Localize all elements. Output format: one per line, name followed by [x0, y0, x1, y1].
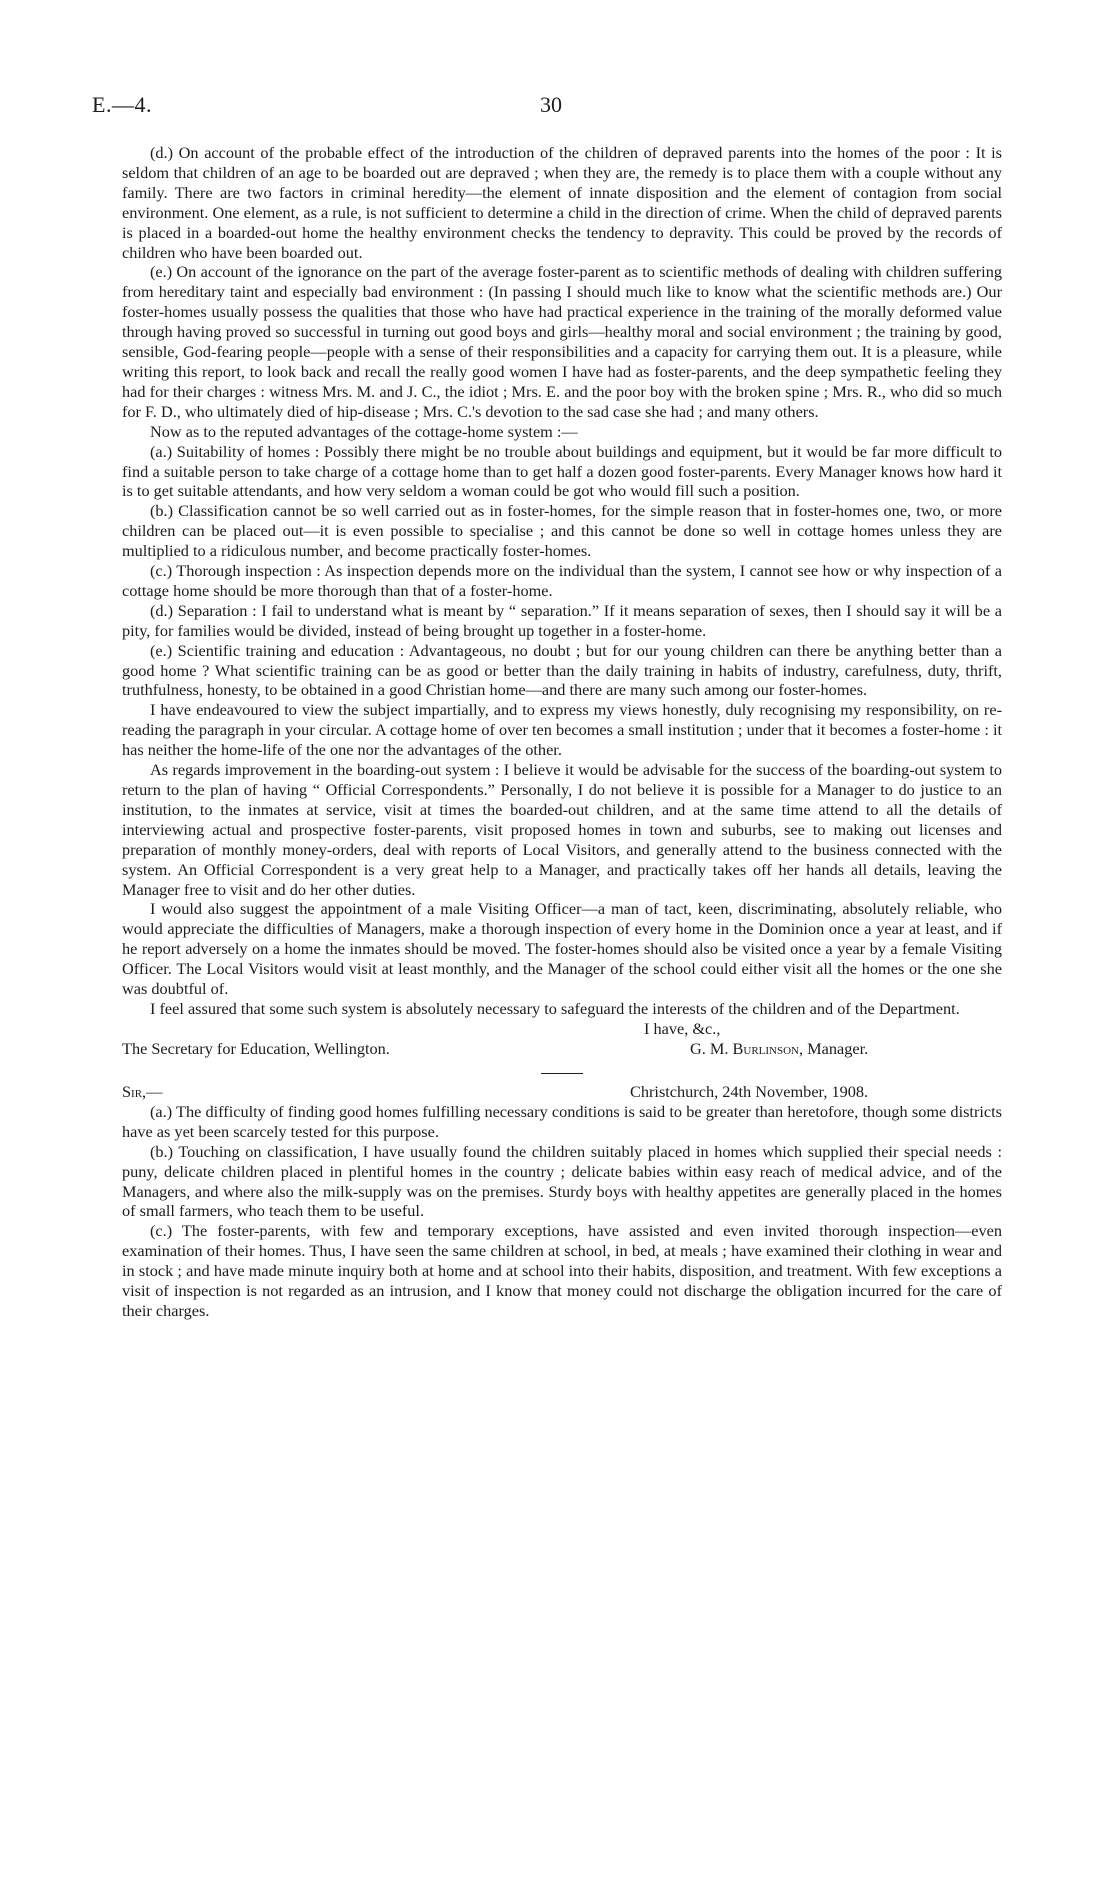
- paragraph: (a.) The difficulty of finding good homes fulfilling necessary conditions is said to be greater than heretofore, though some districts have as yet been scarcely tested for this purpose.: [122, 1101, 1002, 1141]
- signatory: [690, 1039, 868, 1059]
- place-date: Christchurch, 24th November, 1908.: [630, 1081, 869, 1101]
- signatory-name: G. M. Burlinson: [690, 1038, 799, 1058]
- closing-line: [122, 1019, 1002, 1039]
- paragraph: (b.) Touching on classification, I have usually found the children suitably placed in homes which supplied their special needs : puny, delicate children placed in plentiful homes in the country ; delicate babies within easy reach of medical advice, and of the Managers, and where also the milk-supply was on the premises. Sturdy boys with healthy appetites are generally placed in the homes of small farmers, who teach them to be useful.: [122, 1141, 1002, 1221]
- paragraph: As regards improvement in the boarding-out system : I believe it would be advisable for the success of the boarding-out system to return to the plan of having “ Official Correspondents.” Personally, I do not believe it is possible for a Manager to do justice to an institution, to the inmates at service, visit at times the boarded-out children, and at the same time attend to all the details of interviewing actual and prospective foster-parents, visit proposed homes in town and suburbs, see to making out licenses and preparation of monthly money-orders, deal with reports of Local Visitors, and generally attend to the business connected with the system. An Official Correspondent is a very great help to a Manager, and practically takes off her hands all details, leaving the Manager free to visit and do her other duties.: [122, 760, 1002, 899]
- paragraph: (c.) The foster-parents, with few and temporary exceptions, have assisted and even invited thorough inspection—even examination of their homes. Thus, I have seen the same children at school, in bed, at meals ; have examined their clothing in wear and in stock ; and have made minute inquiry both at home and at school into their habits, disposition, and treatment. With few exceptions a visit of inspection is not regarded as an intrusion, and I know that money could not discharge the obligation incurred for the care of their charges.: [122, 1221, 1002, 1320]
- paragraph: I would also suggest the appointment of a male Visiting Officer—a man of tact, keen, discriminating, absolutely reliable, who would appreciate the difficulties of Managers, make a thorough inspection of every home in the Dominion once a year at least, and if he report adversely on a home the inmates should be moved. The foster-homes should also be visited once a year by a female Visiting Officer. The Local Visitors would visit at least monthly, and the Manager of the school could either visit all the homes or the one she was doubtful of.: [122, 899, 1002, 999]
- document-reference: E.—4.: [92, 92, 152, 117]
- paragraph: (e.) On account of the ignorance on the part of the average foster-parent as to scientific methods of dealing with children suffering from hereditary taint and especially bad environment : (In passing I should much like to know what the scientific methods are.) Our foster-homes usually possess the qualities that those who have had practical experience in the training of the morally deformed value through having proved so successful in turning out good boys and girls—healthy moral and social environment ; the training by good, sensible, God-fearing people—people with a sense of their responsibilities and a capacity for carrying them out. It is a pleasure, while writing this report, to look back and recall the really good women I have had as foster-parents, and the deep sympathetic feeling they had for their charges : witness Mrs. M. and J. C., the idiot ; Mrs. E. and the poor boy with the broken spine ; Mrs. R., who did so much for F. D., who ultimately died of hip-disease ; Mrs. C.'s devotion to the sad case she had ; and many others.: [122, 262, 1002, 421]
- paragraph: (e.) Scientific training and education : Advantageous, no doubt ; but for our young children can there be anything better than a good home ? What scientific training can be as good or better than the daily training in habits of industry, carefulness, duty, thrift, truthfulness, honesty, to be obtained in a good Christian home—and there are many such among our foster-homes.: [122, 640, 1002, 700]
- salutation: Sir,—: [122, 1081, 163, 1101]
- paragraph: (a.) Suitability of homes : Possibly there might be no trouble about buildings and equipment, but it would be far more difficult to find a suitable person to take charge of a cottage home than to get half a dozen good foster-parents. Every Manager knows how hard it is to get suitable attendants, and how very seldom a woman could be got who would fill such a position.: [122, 441, 1002, 501]
- page-header: [92, 92, 1022, 126]
- section-divider: [541, 1073, 583, 1074]
- paragraph: (d.) On account of the probable effect of the introduction of the children of depraved parents into the homes of the poor : It is seldom that children of an age to be boarded out are depraved ; when they are, the remedy is to place them with a couple without any family. There are two factors in criminal heredity—the element of innate disposition and the element of contagion from social environment. One element, as a rule, is not sufficient to determine a child in the direction of crime. When the child of depraved parents is placed in a boarded-out home the healthy environment checks the tendency to depravity. This could be proved by the records of children who have been boarded out.: [122, 143, 1002, 262]
- paragraph: Now as to the reputed advantages of the cottage-home system :—: [150, 421, 578, 441]
- paragraph: (b.) Classification cannot be so well carried out as in foster-homes, for the simple reason that in foster-homes one, two, or more children can be placed out—it is even possible to specialise ; and this cannot be done so well in cottage homes unless they are multiplied to a ridiculous number, and become practically foster-homes.: [122, 501, 1002, 561]
- paragraph: I feel assured that some such system is absolutely necessary to safeguard the interests of the children and of the Department.: [150, 998, 960, 1018]
- paragraph: I have endeavoured to view the subject impartially, and to express my views honestly, duly recognising my responsibility, on re-reading the paragraph in your circular. A cottage home of over ten becomes a small institution ; under that it becomes a foster-home : it has neither the home-life of the one nor the advantages of the other.: [122, 700, 1002, 760]
- letter-heading: [122, 1082, 1002, 1102]
- closing: I have, &c.,: [644, 1018, 721, 1038]
- paragraph: (d.) Separation : I fail to understand what is meant by “ separation.” If it means separation of sexes, then I should say it will be a pity, for families would be divided, instead of being brought up together in a foster-home.: [122, 600, 1002, 640]
- page-number: 30: [540, 92, 562, 117]
- addressee: The Secretary for Education, Wellington.: [122, 1038, 390, 1058]
- page-body: [122, 143, 1002, 1321]
- signatory-title: , Manager.: [799, 1038, 869, 1058]
- signature-line: [122, 1039, 1002, 1059]
- paragraph: (c.) Thorough inspection : As inspection depends more on the individual than the system, I cannot see how or why inspection of a cottage home should be more thorough than that of a foster-home.: [122, 561, 1002, 600]
